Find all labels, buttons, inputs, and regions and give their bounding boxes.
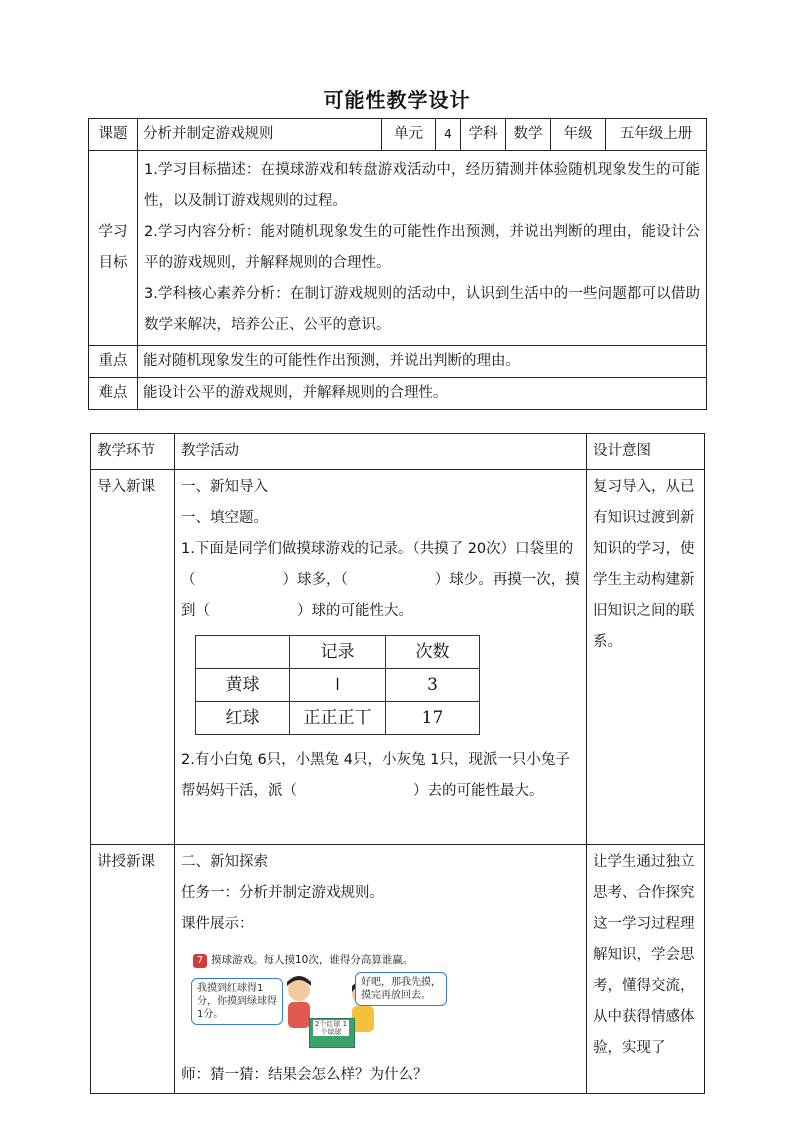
record-row-count: 3 <box>386 669 480 702</box>
plan-table <box>90 433 705 1094</box>
topic-label: 课题 <box>89 119 138 151</box>
boy-body <box>352 1006 374 1032</box>
question-1: 1.下面是同学们做摸球游戏的记录。（共摸了 20次）口袋里的（ ）球多，（ ）球少。再摸一次，摸到（ ）球的可能性大。 <box>181 541 580 619</box>
activity-new <box>175 845 587 1094</box>
grade-value: 五年级上册 <box>606 119 707 151</box>
record-row-count: 17 <box>386 702 480 735</box>
ball-box-label: 2个红球 1个绿球 <box>314 1020 348 1036</box>
record-header-blank <box>196 636 290 669</box>
intent-new: 让学生通过独立思考、合作探究这一学习过程理解知识，学会思考，懂得交流，从中获得情感体验，实现了 <box>587 845 705 1094</box>
ball-game-illustration <box>187 946 457 1056</box>
stage-intro: 导入新课 <box>91 470 175 845</box>
activity-intro <box>175 470 587 845</box>
record-row-tally: 正正正丅 <box>290 702 386 735</box>
unit-label: 单元 <box>382 119 436 151</box>
subject-value: 数学 <box>506 119 551 151</box>
record-header-count: 次数 <box>386 636 480 669</box>
grade-label: 年级 <box>551 119 606 151</box>
col-stage-header: 教学环节 <box>91 434 175 470</box>
objective-3: 3.学科核心素养分析：在制订游戏规则的活动中，认识到生活中的一些问题都可以借助数学来解决，培养公正、公平的意识。 <box>144 286 700 333</box>
col-intent-header: 设计意图 <box>587 434 705 470</box>
exercise-number-badge: 7 <box>193 954 207 968</box>
info-table <box>88 118 707 410</box>
stage-new: 讲授新课 <box>91 845 175 1094</box>
objectives-cell <box>138 151 707 346</box>
objective-1: 1.学习目标描述：在摸球游戏和转盘游戏活动中，经历猜测并体验随机现象发生的可能性，以及制订游戏规则的过程。 <box>144 162 700 209</box>
topic-value: 分析并制定游戏规则 <box>138 119 382 151</box>
objective-label-line2: 目标 <box>98 255 128 271</box>
key-label: 重点 <box>89 346 138 378</box>
record-table <box>195 635 480 735</box>
girl-body <box>288 1002 310 1028</box>
illustration-caption: 摸球游戏。每人摸10次，谁得分高算谁赢。 <box>211 954 414 966</box>
col-activity-header: 教学活动 <box>175 434 587 470</box>
right-speech-bubble: 好吧，那我先摸，摸完再放回去。 <box>355 972 447 1006</box>
teacher-question: 师：猜一猜：结果会怎么样？为什么？ <box>181 1067 428 1083</box>
new-heading: 二、新知探索 <box>181 854 268 870</box>
left-speech-bubble: 我摸到红球得1分，你摸到绿球得1分。 <box>191 978 283 1025</box>
record-row-name: 黄球 <box>196 669 290 702</box>
key-value: 能对随机现象发生的可能性作出预测，并说出判断的理由。 <box>138 346 707 378</box>
question-2: 2.有小白兔 6只，小黑兔 4只，小灰兔 1只，现派一只小兔子帮妈妈干活，派（ ）去的可能性最大。 <box>181 752 570 799</box>
record-header-tally: 记录 <box>290 636 386 669</box>
difficulty-label: 难点 <box>89 378 138 410</box>
document-title: 可能性教学设计 <box>323 88 471 112</box>
record-row-tally: 𝍩 <box>290 669 386 702</box>
subject-label: 学科 <box>461 119 506 151</box>
objective-label-line1: 学习 <box>98 224 128 240</box>
intro-heading: 一、新知导入 <box>181 479 268 495</box>
difficulty-value: 能设计公平的游戏规则，并解释规则的合理性。 <box>138 378 707 410</box>
show-text: 课件展示： <box>181 916 254 932</box>
intent-intro: 复习导入，从已有知识过渡到新知识的学习，使学生主动构建新旧知识之间的联系。 <box>587 470 705 845</box>
intro-subheading: 一、填空题。 <box>181 510 268 526</box>
objective-2: 2.学习内容分析：能对随机现象发生的可能性作出预测，并说出判断的理由，能设计公平的游戏规则，并解释规则的合理性。 <box>144 224 700 271</box>
record-row-name: 红球 <box>196 702 290 735</box>
objective-label <box>89 151 138 346</box>
task-text: 任务一：分析并制定游戏规则。 <box>181 885 384 901</box>
unit-value: 4 <box>436 119 461 151</box>
